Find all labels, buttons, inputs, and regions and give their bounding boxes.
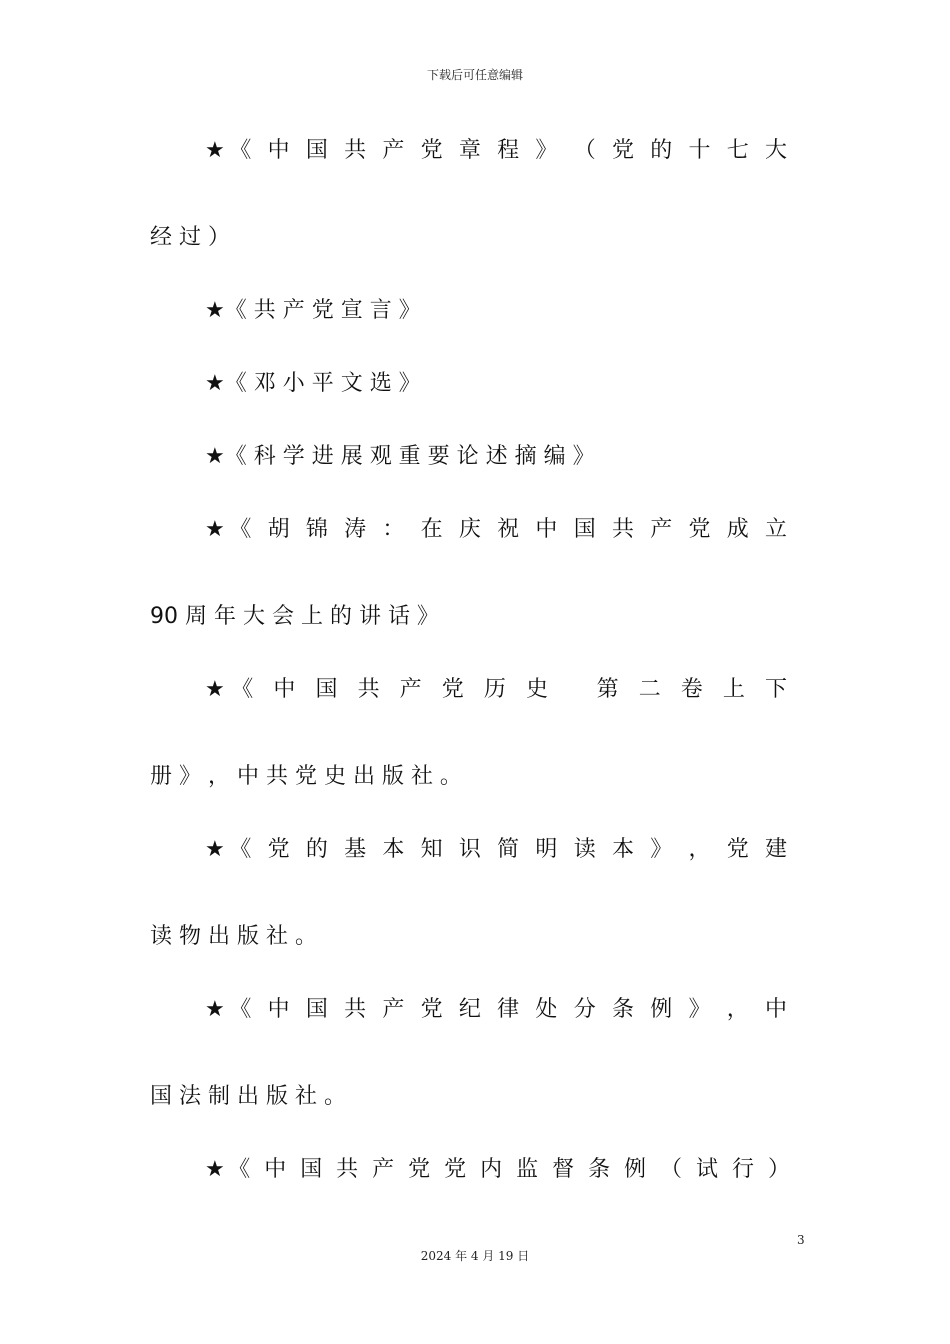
text-line: 国 法 制 出 版 社 。 [150,1084,346,1109]
text-line: ★《 中 国 共 产 党 章 程 》 （ 党 的 十 七 大 [205,138,787,163]
page-number: 3 [797,1233,805,1247]
text-line: 经 过 ） [150,225,230,250]
page-header: 下载后可任意编辑 [426,68,523,82]
text-line: ★《 胡 锦 涛 ： 在 庆 祝 中 国 共 产 党 成 立 [205,517,787,542]
text-line: ★《 科 学 进 展 观 重 要 论 述 摘 编 》 [205,444,595,469]
text-line: ★《 中 国 共 产 党 历 史 第 二 卷 上 下 [205,677,787,702]
text-line: 册 》 ， 中 共 党 史 出 版 社 。 [150,764,462,789]
text-line: ★《 中 国 共 产 党 党 内 监 督 条 例 （ 试 行 ） [205,1157,790,1182]
text-line: 90 周 年 大 会 上 的 讲 话 》 [150,604,439,629]
footer-date: 2024 年 4 月 19 日 [420,1249,530,1263]
text-line: ★《 共 产 党 宣 言 》 [205,298,421,323]
text-line: 读 物 出 版 社 。 [150,924,317,949]
text-line: ★《 中 国 共 产 党 纪 律 处 分 条 例 》 ， 中 [205,997,787,1022]
text-line: ★《 党 的 基 本 知 识 简 明 读 本 》 ， 党 建 [205,837,787,862]
text-line: ★《 邓 小 平 文 选 》 [205,371,421,396]
